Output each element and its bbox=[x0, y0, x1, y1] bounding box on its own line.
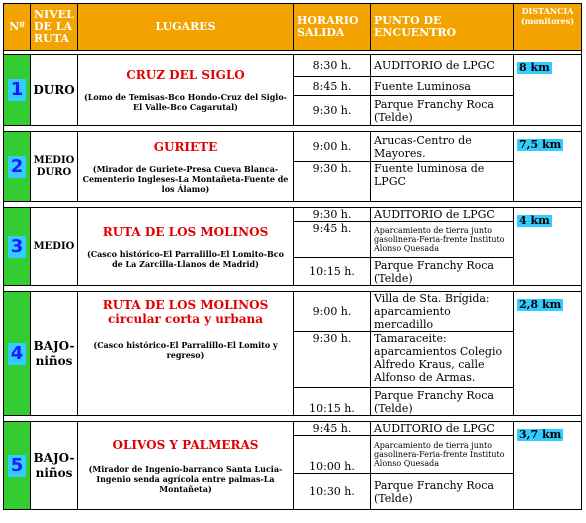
route-distance: 2,8 km bbox=[519, 298, 562, 311]
stop-time: 10:00 h. bbox=[294, 436, 371, 474]
header-places: LUGARES bbox=[78, 4, 294, 51]
header-distance: DISTANCIA (monitores) bbox=[514, 4, 582, 51]
route-level: DURO bbox=[31, 55, 78, 126]
route-number: 4 bbox=[8, 343, 27, 365]
stop-point: AUDITORIO de LPGC bbox=[371, 422, 514, 436]
header-meeting: PUNTO DE ENCUENTRO bbox=[371, 4, 514, 51]
route-distance-cell bbox=[514, 55, 582, 126]
route-title: GURIETE bbox=[153, 139, 218, 154]
route-distance: 8 km bbox=[519, 61, 550, 74]
stop-point: Arucas-Centro de Mayores. bbox=[371, 132, 514, 162]
stop-time: 9:00 h. bbox=[294, 132, 371, 162]
stop-time: 9:45 h. bbox=[294, 222, 371, 258]
route-level: MEDIO DURO bbox=[31, 132, 78, 202]
route-place bbox=[78, 292, 294, 416]
header-row bbox=[4, 4, 582, 51]
route-distance-cell bbox=[514, 208, 582, 286]
stop-point: Tamaraceite: aparcamientos Colegio Alfredo Kraus, calle Alfonso de Armas. bbox=[371, 332, 514, 388]
route-title: CRUZ DEL SIGLO bbox=[126, 68, 245, 82]
route-title: OLIVOS Y PALMERAS bbox=[112, 437, 259, 452]
route-distance: 4 km bbox=[519, 214, 550, 227]
route-description: (Casco histórico-El Parralillo-El Lomito-Bco de La Zarcilla-Llanos de Madrid) bbox=[86, 248, 285, 269]
route-description: (Lomo de Temisas-Bco Hondo-Cruz del Siglo-El Valle-Bco Cagarutal) bbox=[84, 92, 287, 112]
stop-time: 8:30 h. bbox=[294, 55, 371, 77]
stop-point: Parque Franchy Roca (Telde) bbox=[371, 474, 514, 510]
stop-point: Fuente luminosa de LPGC bbox=[371, 162, 514, 202]
route-description: (Mirador de Guriete-Presa Cueva Blanca-Cementerio Ingleses-La Montañeta-Fuente de los Álamo) bbox=[82, 163, 289, 194]
route-place bbox=[78, 422, 294, 510]
stop-point: Aparcamiento de tierra junto gasolinera-Feria-frente Instituto Alonso Quesada bbox=[371, 222, 514, 258]
route-level: BAJO-niños bbox=[31, 422, 78, 510]
route-title: RUTA DE LOS MOLINOS circular corta y urbana bbox=[102, 298, 269, 326]
route-description: (Mirador de Ingenio-barranco Santa Lucia-Ingenio senda agrícola entre palmas-La Montañeta) bbox=[88, 463, 283, 494]
stop-point: Fuente Luminosa bbox=[371, 77, 514, 96]
route-number: 3 bbox=[8, 236, 27, 258]
stop-time: 9:30 h. bbox=[294, 208, 371, 222]
stop-point: Aparcamiento de tierra junto gasolinera-Feria-frente Instituto Alonso Quesada bbox=[371, 436, 514, 474]
stop-point: Parque Franchy Roca (Telde) bbox=[371, 258, 514, 286]
stop-time: 9:30 h. bbox=[294, 332, 371, 388]
route-number-cell bbox=[4, 132, 31, 202]
route-place bbox=[78, 55, 294, 126]
route-number: 5 bbox=[8, 455, 27, 477]
route-distance-cell bbox=[514, 422, 582, 510]
header-schedule: HORARIO SALIDA bbox=[294, 4, 371, 51]
route-number-cell bbox=[4, 55, 31, 126]
route-distance-cell bbox=[514, 292, 582, 416]
route-row bbox=[4, 55, 582, 77]
routes-table bbox=[3, 3, 582, 510]
route-place bbox=[78, 208, 294, 286]
stop-point: AUDITORIO de LPGC bbox=[371, 55, 514, 77]
route-distance: 3,7 km bbox=[519, 428, 562, 441]
route-number-cell bbox=[4, 422, 31, 510]
route-number-cell bbox=[4, 292, 31, 416]
route-description: (Casco histórico-El Parralillo-El Lomito y regreso) bbox=[93, 340, 278, 360]
stop-point: Parque Franchy Roca (Telde) bbox=[371, 388, 514, 416]
route-place bbox=[78, 132, 294, 202]
route-number: 2 bbox=[8, 156, 27, 178]
route-level: MEDIO bbox=[31, 208, 78, 286]
route-number-cell bbox=[4, 208, 31, 286]
stop-time: 10:15 h. bbox=[294, 388, 371, 416]
stop-point: Parque Franchy Roca (Telde) bbox=[371, 96, 514, 126]
stop-time: 9:30 h. bbox=[294, 96, 371, 126]
stop-time: 10:15 h. bbox=[294, 258, 371, 286]
stop-time: 9:00 h. bbox=[294, 292, 371, 332]
stop-point: AUDITORIO de LPGC bbox=[371, 208, 514, 222]
stop-time: 9:45 h. bbox=[294, 422, 371, 436]
route-number: 1 bbox=[8, 79, 27, 101]
header-num: Nº bbox=[4, 4, 31, 51]
header-level: NIVEL DE LA RUTA bbox=[31, 4, 78, 51]
stop-time: 10:30 h. bbox=[294, 474, 371, 510]
stop-time: 9:30 h. bbox=[294, 162, 371, 202]
route-level: BAJO-niños bbox=[31, 292, 78, 416]
route-distance: 7,5 km bbox=[519, 138, 562, 151]
route-title: RUTA DE LOS MOLINOS bbox=[102, 224, 269, 239]
route-distance-cell bbox=[514, 132, 582, 202]
stop-time: 8:45 h. bbox=[294, 77, 371, 96]
stop-point: Villa de Sta. Brígida: aparcamiento mercadillo bbox=[371, 292, 514, 332]
